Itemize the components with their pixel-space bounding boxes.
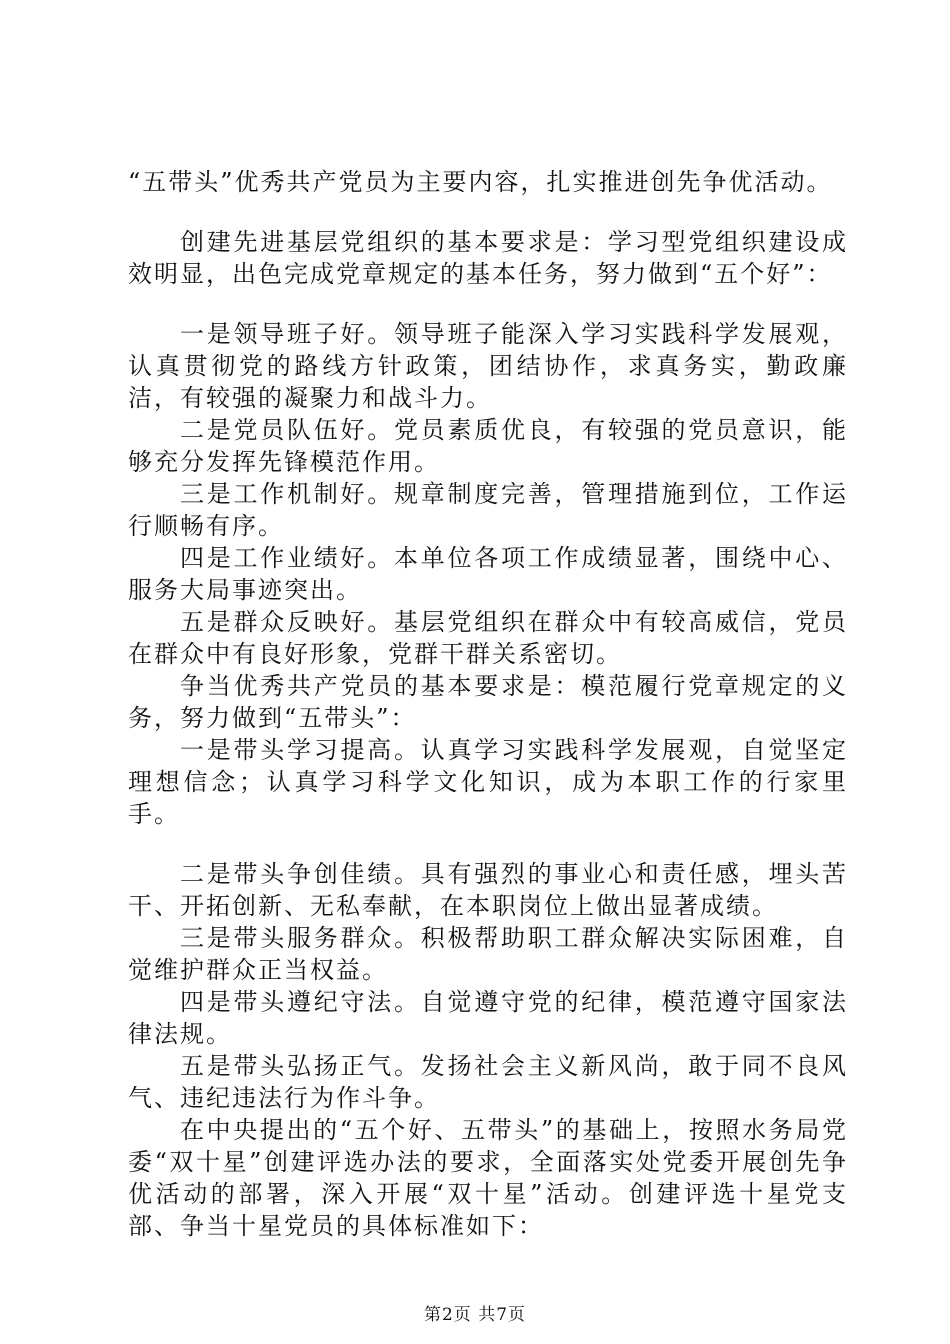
paragraph-13: 五是带头弘扬正气。发扬社会主义新风尚，敢于同不良风气、违纪违法行为作斗争。 <box>128 1052 848 1112</box>
paragraph-10: 二是带头争创佳绩。具有强烈的事业心和责任感，埋头苦干、开拓创新、无私奉献，在本职岗位上做出显著成绩。 <box>128 860 848 920</box>
page-footer: 第2页 共7页 <box>423 1305 527 1325</box>
paragraph-2: 创建先进基层党组织的基本要求是：学习型党组织建设成效明显，出色完成党章规定的基本任务，努力做到“五个好”： <box>128 228 848 288</box>
paragraph-5: 三是工作机制好。规章制度完善，管理措施到位，工作运行顺畅有序。 <box>128 480 848 540</box>
paragraph-14: 在中央提出的“五个好、五带头”的基础上，按照水务局党委“双十星”创建评选办法的要求，全面落实处党委开展创先争优活动的部署，深入开展“双十星”活动。创建评选十星党支部、争当十星党员的具体标准如下： <box>128 1116 848 1240</box>
paragraph-4: 二是党员队伍好。党员素质优良，有较强的党员意识，能够充分发挥先锋模范作用。 <box>128 416 848 476</box>
paragraph-1: “五带头”优秀共产党员为主要内容，扎实推进创先争优活动。 <box>128 168 833 196</box>
paragraph-3: 一是领导班子好。领导班子能深入学习实践科学发展观，认真贯彻党的路线方针政策，团结协作，求真务实，勤政廉洁，有较强的凝聚力和战斗力。 <box>128 320 848 412</box>
paragraph-11: 三是带头服务群众。积极帮助职工群众解决实际困难，自觉维护群众正当权益。 <box>128 924 848 984</box>
paragraph-6: 四是工作业绩好。本单位各项工作成绩显著，围绕中心、服务大局事迹突出。 <box>128 544 848 604</box>
paragraph-7: 五是群众反映好。基层党组织在群众中有较高威信，党员在群众中有良好形象，党群干群关系密切。 <box>128 608 848 668</box>
paragraph-8: 争当优秀共产党员的基本要求是：模范履行党章规定的义务，努力做到“五带头”： <box>128 672 848 732</box>
paragraph-9: 一是带头学习提高。认真学习实践科学发展观，自觉坚定理想信念；认真学习科学文化知识，成为本职工作的行家里手。 <box>128 736 848 828</box>
paragraph-12: 四是带头遵纪守法。自觉遵守党的纪律，模范遵守国家法律法规。 <box>128 988 848 1048</box>
document-body <box>128 166 848 1242</box>
